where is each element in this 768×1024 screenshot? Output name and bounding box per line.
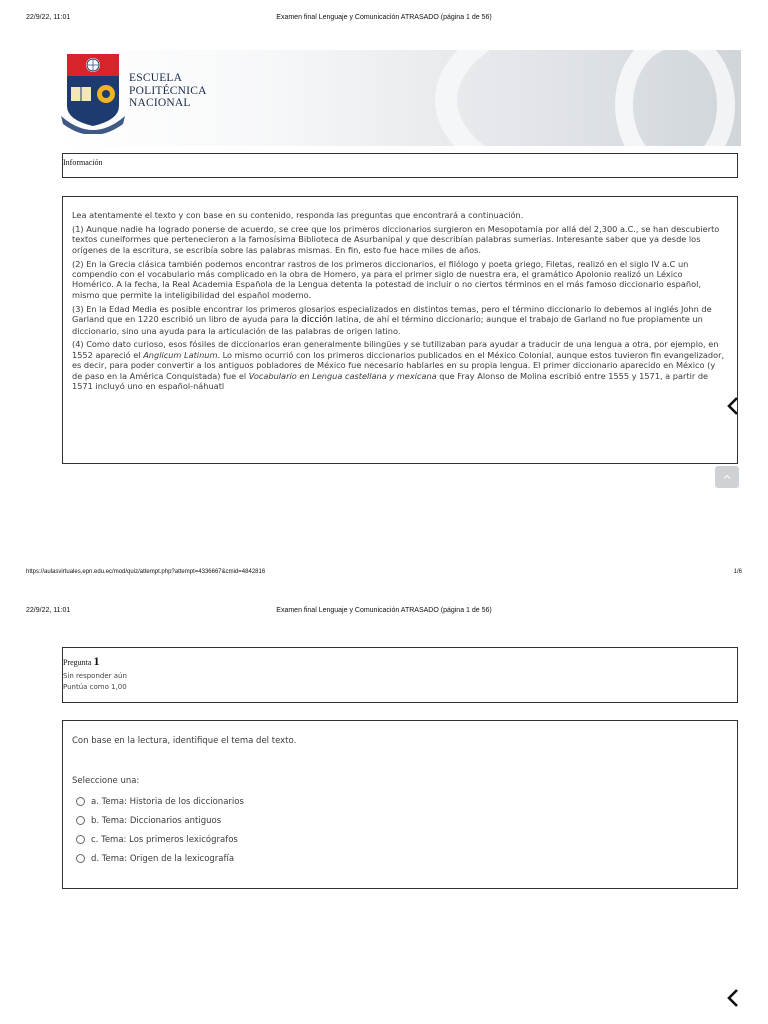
back-to-top-button[interactable] (715, 466, 739, 488)
option-label: c. Tema: Los primeros lexicógrafos (91, 834, 238, 845)
logo-line-politecnica: POLITÉCNICA (129, 84, 207, 97)
option-label: b. Tema: Diccionarios antiguos (91, 815, 222, 826)
epn-logo[interactable] (55, 50, 215, 146)
print-header (0, 14, 768, 26)
answer-option-d[interactable] (76, 849, 737, 868)
paragraph-4-title-2: Vocabulario en Lengua castellana y mexicana (248, 370, 437, 381)
answer-option-a[interactable] (76, 792, 737, 811)
option-label: a. Tema: Historia de los diccionarios (91, 796, 244, 807)
drawer-toggle-button[interactable] (718, 980, 748, 1016)
paragraph-4-text-c: que Fray Alonso de Molina escribió entre 1555 y 1571, a partir de 1571 incluyó uno en español-náhuatl (72, 370, 709, 392)
reading-intro: Lea atentamente el texto y con base en su contenido, responda las preguntas que encontrará a continuación. (72, 210, 524, 220)
print-date: 22/9/22, 11:01 (26, 607, 71, 614)
answer-option-b[interactable] (76, 811, 737, 830)
option-label: d. Tema: Origen de la lexicografía (91, 853, 235, 864)
paragraph-4-text-a: (4) Como dato curioso, esos fósiles de diccionarios eran generalmente bilingües y se tutilizaban para ayudar a traducir de una lengua a otra, por ejemplo, en 1552 apareció el (72, 339, 719, 360)
radio-button[interactable] (76, 835, 85, 844)
paragraph-3-text-a: (3) En la Edad Media es posible encontrar los primeros glosarios especializados en distintos temas, pero el término diccionario lo debemos al inglés John de Garland que en 1220 escribió un libro de ayuda para la (72, 303, 712, 325)
reading-paragraph-1: (1) Aunque nadie ha logrado ponerse de acuerdo, se cree que los primeros diccionarios surgieron en Mesopotamia por allá del 2,300 a.C., se han descubierto textos cuneiformes que pertenecieron a la famosísima Biblioteca de Asurbanipal y que describían palabras sumerias. Interesante saber que ya desde los orígenes de la escritura, se escribía sobre las palabras mismas. En fin, esto fue hace miles de años. (72, 223, 720, 255)
paragraph-3-highlight: dicción (301, 315, 333, 326)
chevron-left-icon (726, 988, 740, 1008)
question-score: Puntúa como 1,00 (63, 683, 127, 691)
reading-passage (62, 196, 738, 464)
reading-paragraph-2: (2) En la Grecia clásica también podemos encontrar rastros de los primeros diccionarios, el filólogo y poeta griego, Filetas, realizó en el siglo IV a.C un compendio con el vocabulario más complicado en la obra de Homero, ya para el primer siglo de nuestra era, el gramático Apolonio realizó un Léxico Homérico. A la fecha, la Real Academia Española de la Lengua detenta la potestad de incluir o no ciertos términos en el más famoso diccionario español, mismo que permite la inteligibilidad del español moderno. (72, 258, 701, 300)
logo-line-nacional: NACIONAL (129, 97, 191, 109)
question-info (62, 647, 738, 703)
info-label: Información (63, 158, 103, 167)
paragraph-3-text-b: latina, de ahí el término diccionario; aunque el trabajo de Garland no fue propiamente un diccionario, sino una ayuda para la articulación de las palabras de origen latino. (72, 314, 703, 336)
select-label: Seleccione una: (72, 776, 140, 786)
reading-paragraph-4 (72, 339, 725, 391)
logo-line-escuela: ESCUELA (129, 72, 183, 84)
chevron-up-icon (723, 474, 731, 480)
print-title: Examen final Lenguaje y Comunicación ATRASADO (página 1 de 56) (276, 14, 492, 21)
print-url: https://aulasvirtuales.epn.edu.ec/mod/quiz/attempt.php?attempt=4336667&cmid=4842816 (26, 569, 266, 575)
chevron-left-icon (726, 396, 740, 416)
info-box (62, 153, 738, 178)
logo-text (129, 72, 207, 110)
question-number: 1 (93, 654, 100, 668)
drawer-toggle-button[interactable] (718, 388, 748, 424)
paragraph-4-text-b: . Lo mismo ocurrió con los primeros diccionarios publicados en el México Colonial, aunque estos tuvieron fin evangelizador, es decir, para poder convertir a los antiguos pobladores de México fue necesario hablarles en su propia lengua. El primer diccionario aparecido en México (y de paso en la América Conquistada) fue el (72, 349, 725, 381)
question-heading (63, 654, 737, 669)
answer-option-c[interactable] (76, 830, 737, 849)
question-prompt: Con base en la lectura, identifique el tema del texto. (72, 736, 297, 746)
radio-button[interactable] (76, 816, 85, 825)
radio-button[interactable] (76, 797, 85, 806)
radio-button[interactable] (76, 854, 85, 863)
print-title: Examen final Lenguaje y Comunicación ATRASADO (página 1 de 56) (276, 607, 492, 614)
print-footer (0, 569, 768, 581)
site-banner (55, 50, 741, 146)
print-header (0, 607, 768, 619)
print-page-number: 1/6 (733, 569, 742, 575)
question-content (62, 720, 738, 889)
epn-shield-icon (61, 54, 125, 134)
paragraph-4-title-1: Anglicum Latinum (143, 349, 218, 360)
reading-paragraph-3 (72, 304, 725, 336)
print-date: 22/9/22, 11:01 (26, 14, 71, 21)
question-status: Sin responder aún (63, 672, 127, 680)
banner-decoration (615, 50, 735, 146)
question-label: Pregunta (63, 658, 92, 667)
